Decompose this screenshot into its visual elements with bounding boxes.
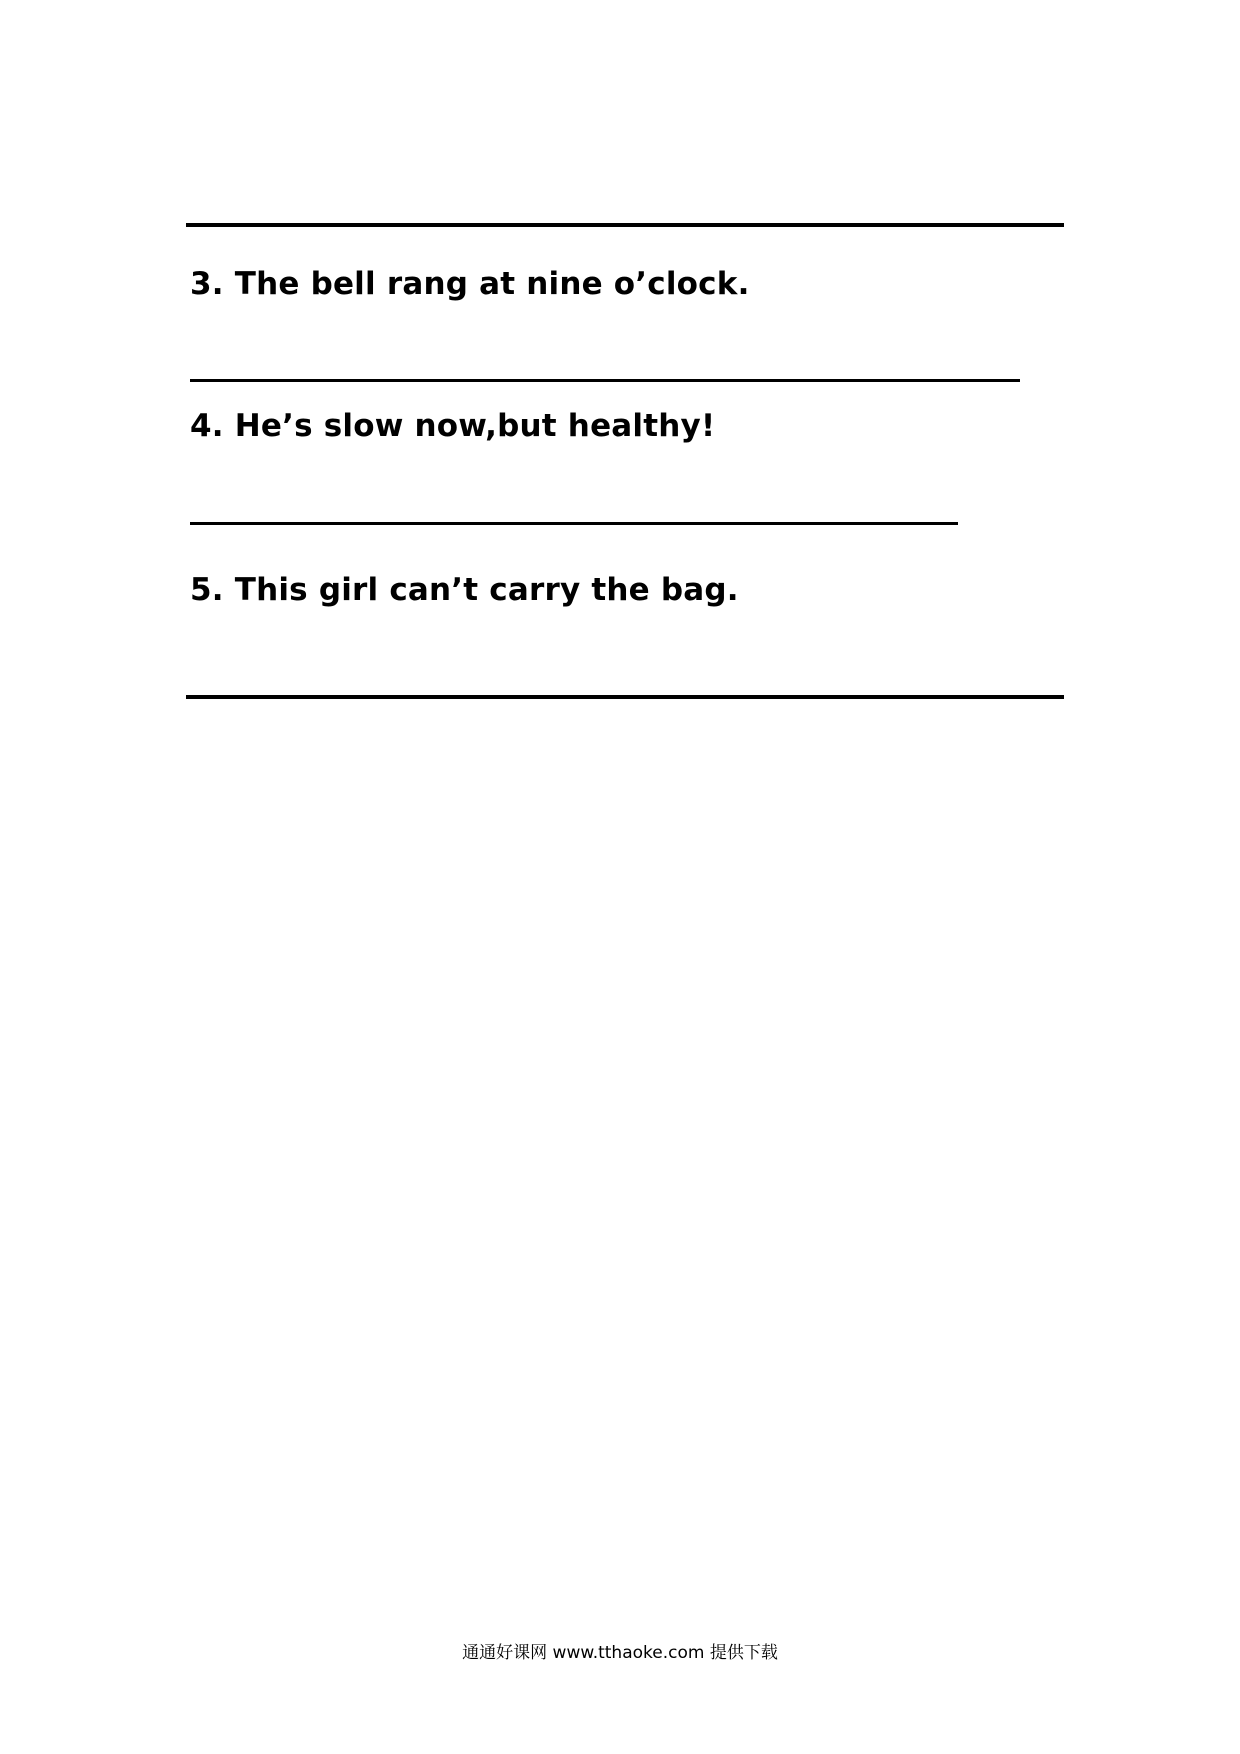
question-3: 3. The bell rang at nine o’clock. [190, 266, 750, 302]
answer-line-3 [190, 379, 1020, 382]
answer-line-top [186, 223, 1064, 227]
question-5: 5. This girl can’t carry the bag. [190, 572, 739, 608]
question-4: 4. He’s slow now,but healthy! [190, 408, 716, 444]
answer-line-5 [186, 695, 1064, 699]
answer-line-4 [190, 522, 958, 525]
footer-credit: 通通好课网 www.tthaoke.com 提供下载 [462, 1643, 778, 1663]
